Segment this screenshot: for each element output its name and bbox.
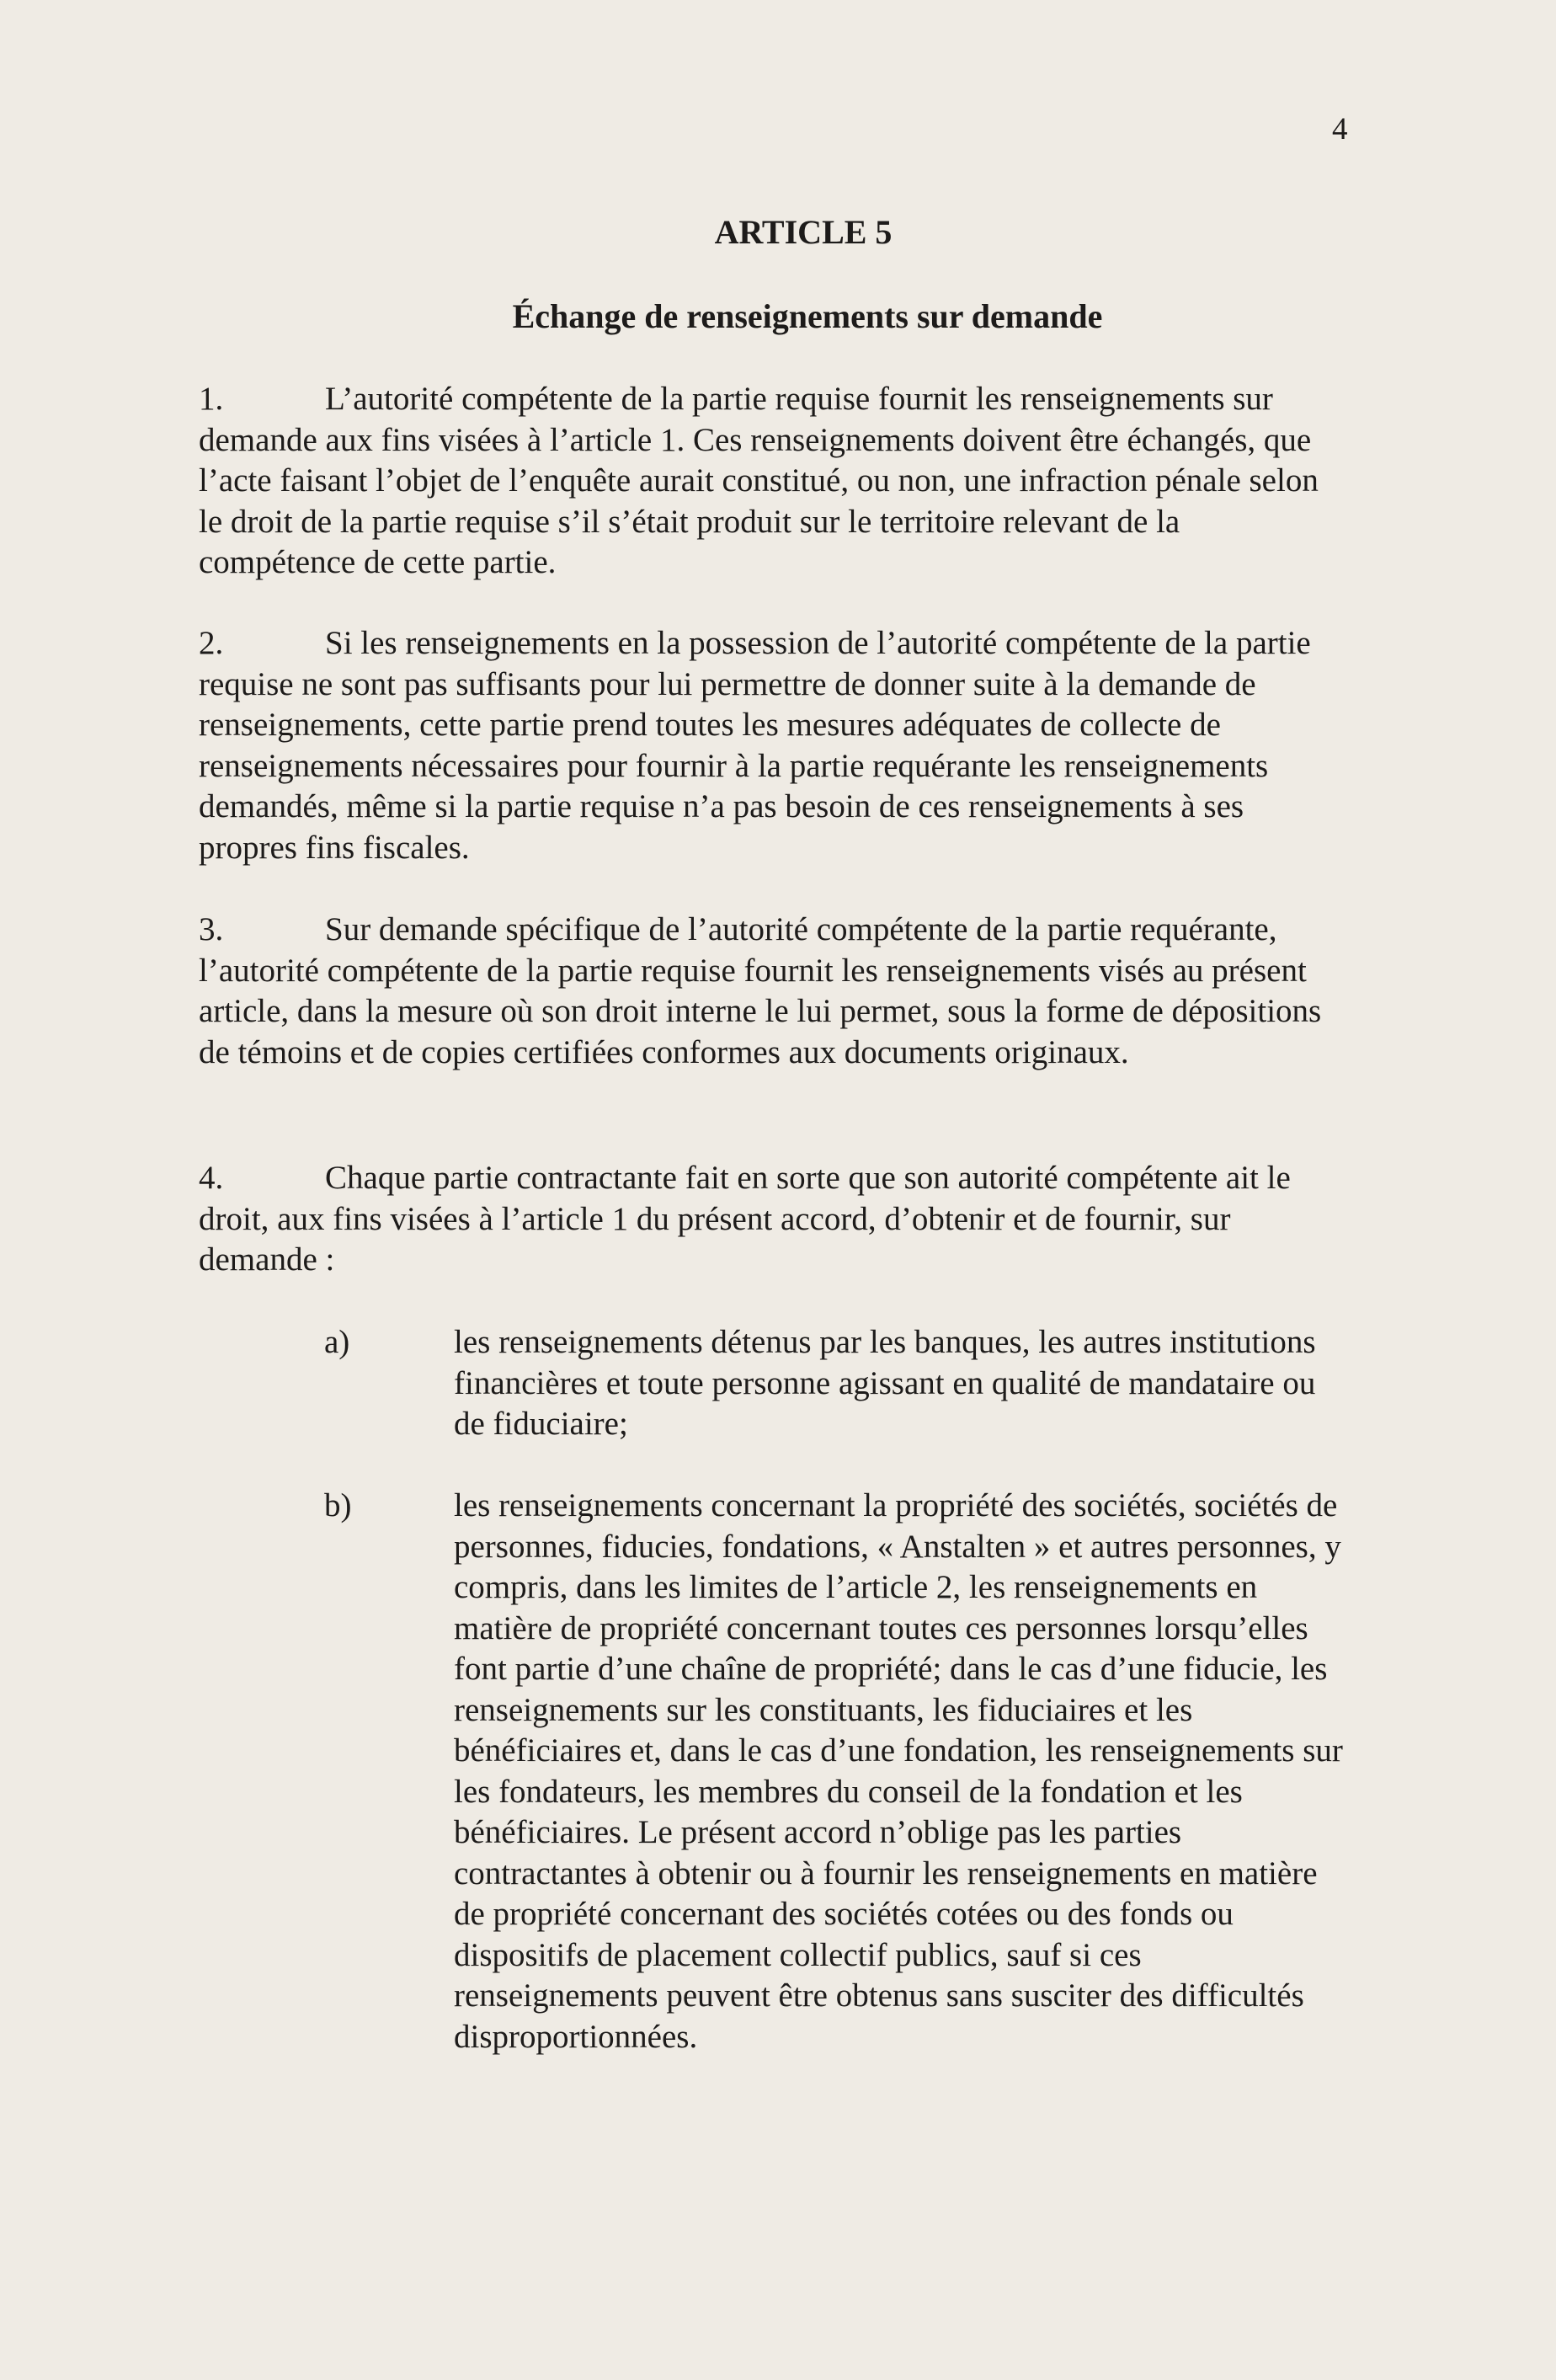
paragraph-number: 2. — [199, 625, 224, 661]
article-subtitle: Échange de renseignements sur demande — [512, 297, 1103, 335]
sub-item-text: les renseignements détenus par les banques, les autres institutions financières et toute personne agissant en qualité de mandataire ou de fiduciaire; — [454, 1324, 1316, 1442]
sub-item-b — [324, 1486, 1351, 2057]
paragraph-text: Sur demande spécifique de l’autorité compétente de la partie requérante, l’autorité compétente de la partie requise fournit les renseignements visés au présent article, dans la mesure où son droit interne le lui permet, sous la forme de dépositions de témoins et de copies certifiées conformes aux documents originaux. — [199, 911, 1322, 1070]
paragraph-3 — [199, 910, 1344, 1073]
paragraph-number: 3. — [199, 911, 224, 947]
sub-item-text: les renseignements concernant la propriété des sociétés, sociétés de personnes, fiducies, fondations, « Anstalten » et autres personnes, y compris, dans les limites de l’article 2, les renseignements en matière de propriété concernant toutes ces personnes lorsqu’elles font partie d’une chaîne de propriété; dans le cas d’une fiducie, les renseignements sur les constituants, les fiduciaires et les bénéficiaires et, dans le cas d’une fondation, les renseignements sur les fondateurs, les membres du conseil de la fondation et les bénéficiaires. Le présent accord n’oblige pas les parties contractantes à obtenir ou à fournir les renseignements en matière de propriété concernant des sociétés cotées ou des fonds ou dispositifs de placement collectif publics, sauf si ces renseignements peuvent être obtenus sans susciter des difficultés disproportionnées. — [454, 1487, 1343, 2055]
paragraph-text: Si les renseignements en la possession de l’autorité compétente de la partie requise ne sont pas suffisants pour lui permettre de donner suite à la demande de renseignements, cette partie prend toutes les mesures adéquates de collecte de renseignements nécessaires pour fournir à la partie requérante les renseignements demandés, même si la partie requise n’a pas besoin de ces renseignements à ses propres fins fiscales. — [199, 625, 1311, 866]
sub-item-letter: a) — [324, 1324, 350, 1360]
paragraph-2 — [199, 623, 1344, 868]
sub-item-a — [324, 1322, 1351, 1445]
sub-item-letter: b) — [324, 1487, 352, 1524]
paragraph-4 — [199, 1158, 1344, 1281]
article-title: ARTICLE 5 — [714, 213, 893, 251]
paragraph-number: 4. — [199, 1160, 224, 1196]
paragraph-number: 1. — [199, 381, 224, 417]
paragraph-text: Chaque partie contractante fait en sorte que son autorité compétente ait le droit, aux fins visées à l’article 1 du présent accord, d’obtenir et de fournir, sur demande : — [199, 1160, 1291, 1278]
paragraph-1 — [199, 379, 1344, 584]
paragraph-text: L’autorité compétente de la partie requise fournit les renseignements sur demande aux fins visées à l’article 1. Ces renseignements doivent être échangés, que l’acte faisant l’objet de l’enquête aurait constitué, ou non, une infraction pénale selon le droit de la partie requise s’il s’était produit sur le territoire relevant de la compétence de cette partie. — [199, 381, 1319, 580]
page-number: 4 — [1332, 112, 1348, 147]
